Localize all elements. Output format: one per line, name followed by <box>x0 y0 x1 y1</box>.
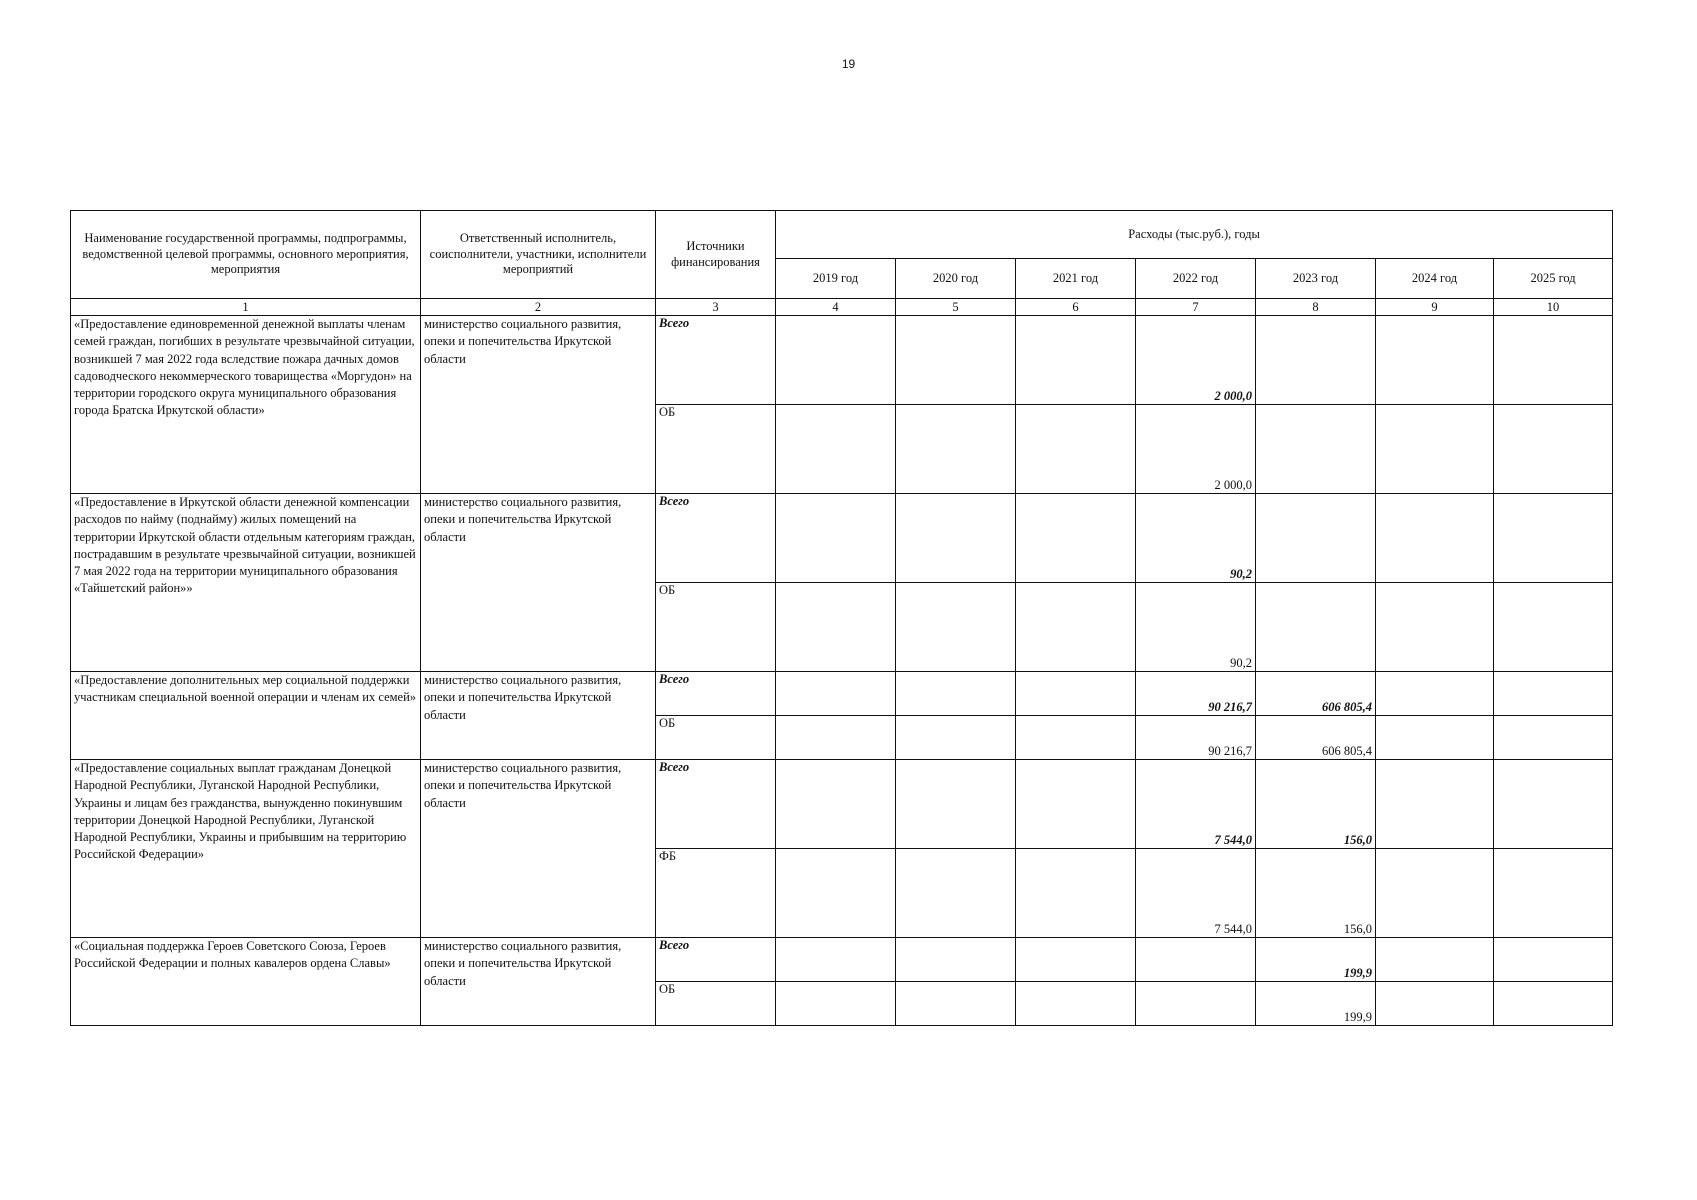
column-number: 2 <box>421 299 656 316</box>
activity-executor: министерство социального развития, опеки и попечительства Иркутской области <box>421 494 656 672</box>
activity-name: «Предоставление единовременной денежной выплаты членам семей граждан, погибших в результате чрезвычайной ситуации, возникшей 7 мая 2022 года вследствие пожара дачных домов садоводческого некоммерческого товарищества «Моргудон» на территории городского округа муниципального образования города Братска Иркутской области» <box>71 316 421 494</box>
table-row <box>71 494 1613 583</box>
value-cell <box>1016 760 1136 849</box>
value-cell: 90 216,7 <box>1136 716 1256 760</box>
value-cell <box>1494 316 1613 405</box>
value-cell <box>896 938 1016 982</box>
activity-name: «Предоставление дополнительных мер социальной поддержки участникам специальной военной операции и членам их семей» <box>71 672 421 760</box>
column-number: 7 <box>1136 299 1256 316</box>
header-year: 2021 год <box>1016 259 1136 299</box>
value-cell <box>776 760 896 849</box>
column-number: 9 <box>1376 299 1494 316</box>
column-number-row <box>71 299 1613 316</box>
value-cell <box>776 849 896 938</box>
value-cell <box>896 982 1016 1026</box>
value-cell: 2 000,0 <box>1136 405 1256 494</box>
value-cell: 7 544,0 <box>1136 760 1256 849</box>
value-cell: 156,0 <box>1256 849 1376 938</box>
header-year: 2019 год <box>776 259 896 299</box>
value-cell <box>776 583 896 672</box>
value-cell <box>896 849 1016 938</box>
value-cell <box>776 316 896 405</box>
source-label: ОБ <box>656 583 776 672</box>
value-cell <box>1016 672 1136 716</box>
column-number: 1 <box>71 299 421 316</box>
value-cell <box>1136 938 1256 982</box>
value-cell <box>1256 405 1376 494</box>
value-cell <box>1016 938 1136 982</box>
table-row <box>71 760 1613 849</box>
table-row <box>71 938 1613 982</box>
table-row <box>71 316 1613 405</box>
activity-name: «Предоставление в Иркутской области денежной компенсации расходов по найму (поднайму) жилых помещений на территории Иркутской области отдельным категориям граждан, пострадавшим в результате чрезвычайной ситуации, возникшей 7 мая 2022 года на территории муниципального образования «Тайшетский район»» <box>71 494 421 672</box>
value-cell <box>1376 316 1494 405</box>
source-label: Всего <box>656 672 776 716</box>
header-year: 2022 год <box>1136 259 1256 299</box>
value-cell <box>1376 583 1494 672</box>
column-number: 5 <box>896 299 1016 316</box>
value-cell: 90,2 <box>1136 583 1256 672</box>
value-cell <box>776 938 896 982</box>
header-year: 2024 год <box>1376 259 1494 299</box>
source-label: Всего <box>656 494 776 583</box>
value-cell <box>1494 405 1613 494</box>
column-number: 6 <box>1016 299 1136 316</box>
column-number: 3 <box>656 299 776 316</box>
value-cell <box>776 672 896 716</box>
column-number: 8 <box>1256 299 1376 316</box>
value-cell <box>896 760 1016 849</box>
value-cell <box>896 316 1016 405</box>
value-cell <box>1256 316 1376 405</box>
value-cell <box>1376 982 1494 1026</box>
activity-executor: министерство социального развития, опеки и попечительства Иркутской области <box>421 316 656 494</box>
value-cell <box>776 494 896 583</box>
value-cell <box>776 405 896 494</box>
value-cell <box>776 982 896 1026</box>
value-cell: 199,9 <box>1256 982 1376 1026</box>
value-cell <box>1376 938 1494 982</box>
source-label: ОБ <box>656 982 776 1026</box>
value-cell: 2 000,0 <box>1136 316 1256 405</box>
value-cell: 199,9 <box>1256 938 1376 982</box>
value-cell <box>1494 716 1613 760</box>
header-executor: Ответственный исполнитель, соисполнители, участники, исполнители мероприятий <box>421 211 656 299</box>
value-cell <box>1494 672 1613 716</box>
value-cell <box>1016 982 1136 1026</box>
source-label: ФБ <box>656 849 776 938</box>
value-cell <box>1016 316 1136 405</box>
value-cell <box>1016 849 1136 938</box>
header-year: 2025 год <box>1494 259 1613 299</box>
budget-table <box>70 210 1613 1026</box>
value-cell <box>1256 494 1376 583</box>
value-cell <box>776 716 896 760</box>
column-number: 4 <box>776 299 896 316</box>
value-cell <box>1256 583 1376 672</box>
source-label: ОБ <box>656 716 776 760</box>
source-label: Всего <box>656 316 776 405</box>
value-cell <box>1376 716 1494 760</box>
value-cell <box>1136 982 1256 1026</box>
header-source: Источники финансирования <box>656 211 776 299</box>
header-expenses: Расходы (тыс.руб.), годы <box>776 211 1613 259</box>
value-cell <box>1494 982 1613 1026</box>
activity-name: «Предоставление социальных выплат гражданам Донецкой Народной Республики, Луганской Народной Республики, Украины и лицам без гражданства, вынужденно покинувшим территории Донецкой Народной Республики, Луганской Народной Республики, Украины и прибывшим на территорию Российской Федерации» <box>71 760 421 938</box>
header-year: 2020 год <box>896 259 1016 299</box>
activity-executor: министерство социального развития, опеки и попечительства Иркутской области <box>421 672 656 760</box>
header-name: Наименование государственной программы, подпрограммы, ведомственной целевой программы, основного мероприятия, мероприятия <box>71 211 421 299</box>
value-cell: 606 805,4 <box>1256 672 1376 716</box>
value-cell: 156,0 <box>1256 760 1376 849</box>
page-number: 19 <box>841 57 856 71</box>
source-label: ОБ <box>656 405 776 494</box>
value-cell <box>896 494 1016 583</box>
activity-name: «Социальная поддержка Героев Советского Союза, Героев Российской Федерации и полных кавалеров ордена Славы» <box>71 938 421 1026</box>
value-cell: 90 216,7 <box>1136 672 1256 716</box>
value-cell <box>896 583 1016 672</box>
value-cell <box>1016 405 1136 494</box>
source-label: Всего <box>656 938 776 982</box>
column-number: 10 <box>1494 299 1613 316</box>
header-year: 2023 год <box>1256 259 1376 299</box>
value-cell <box>1494 938 1613 982</box>
activity-executor: министерство социального развития, опеки и попечительства Иркутской области <box>421 760 656 938</box>
value-cell <box>896 405 1016 494</box>
value-cell <box>1494 494 1613 583</box>
value-cell: 606 805,4 <box>1256 716 1376 760</box>
value-cell <box>1494 849 1613 938</box>
value-cell <box>896 672 1016 716</box>
value-cell <box>1376 405 1494 494</box>
value-cell: 90,2 <box>1136 494 1256 583</box>
value-cell <box>896 716 1016 760</box>
value-cell <box>1494 760 1613 849</box>
value-cell <box>1016 583 1136 672</box>
value-cell: 7 544,0 <box>1136 849 1256 938</box>
activity-executor: министерство социального развития, опеки и попечительства Иркутской области <box>421 938 656 1026</box>
value-cell <box>1376 494 1494 583</box>
value-cell <box>1494 583 1613 672</box>
value-cell <box>1376 672 1494 716</box>
source-label: Всего <box>656 760 776 849</box>
value-cell <box>1016 716 1136 760</box>
value-cell <box>1016 494 1136 583</box>
table-row <box>71 672 1613 716</box>
value-cell <box>1376 760 1494 849</box>
value-cell <box>1376 849 1494 938</box>
